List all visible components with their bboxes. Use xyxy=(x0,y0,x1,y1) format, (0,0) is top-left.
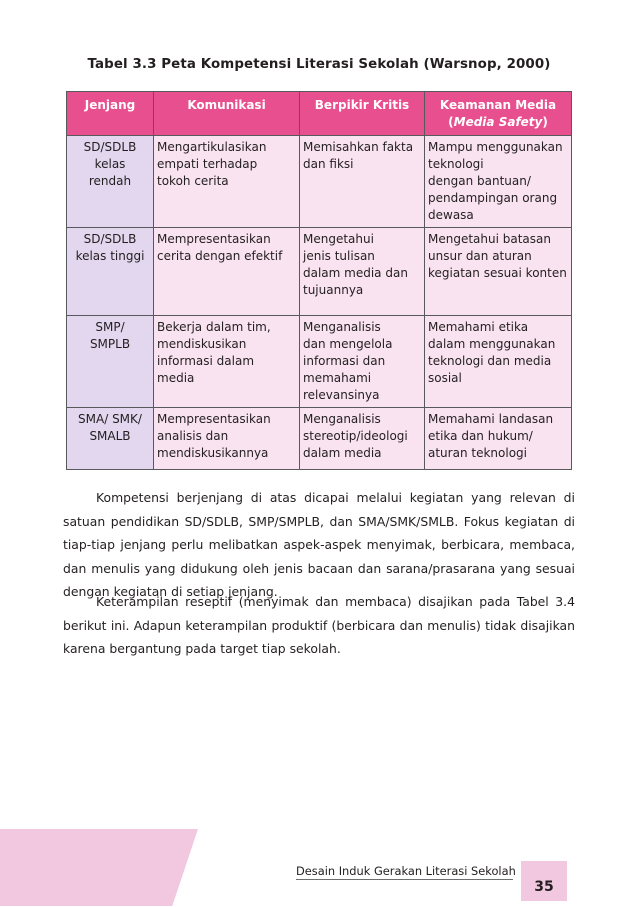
cell-line: Bekerja dalam tim, xyxy=(157,320,271,334)
cell-line: SD/SDLB xyxy=(83,232,137,246)
table-row xyxy=(67,228,572,316)
cell-line: Mengetahui xyxy=(303,232,374,246)
cell-line: SMP/ xyxy=(95,320,125,334)
cell-line: Mempresentasikan xyxy=(157,412,271,426)
paragraph-1 xyxy=(63,486,575,604)
cell-line: dan mengelola xyxy=(303,337,393,351)
header-jenjang: Jenjang xyxy=(67,92,154,136)
cell-line: dalam menggunakan xyxy=(428,337,556,351)
cell-komunikasi xyxy=(154,408,300,470)
cell-line: informasi dalam xyxy=(157,354,255,368)
cell-jenjang xyxy=(67,228,154,316)
cell-line: SD/SDLB xyxy=(83,140,137,154)
cell-line: tujuannya xyxy=(303,283,364,297)
cell-line: media xyxy=(157,371,195,385)
cell-line: relevansinya xyxy=(303,388,380,402)
page-number: 35 xyxy=(534,879,554,895)
paragraph-2 xyxy=(63,590,575,661)
paragraph-1-text: Kompetensi berjenjang di atas dicapai melalui kegiatan yang relevan di satuan pendidikan SD/SDLB, SMP/SMPLB, dan SMA/SMK/SMLB. Fokus kegiatan di tiap-tiap jenjang perlu melibatkan aspek-aspek menyimak, berbicara, membaca, dan menulis yang didukung oleh jenis bacaan dan sarana/prasarana yang sesuai dengan kegiatan di setiap jenjang. xyxy=(63,490,575,599)
cell-line: Memisahkan fakta xyxy=(303,140,414,154)
cell-berpikir-kritis xyxy=(300,316,425,408)
cell-line: dengan bantuan/ xyxy=(428,174,531,188)
cell-line: SMA/ SMK/ xyxy=(78,412,142,426)
cell-line: Memahami etika xyxy=(428,320,529,334)
cell-line: aturan teknologi xyxy=(428,446,527,460)
competency-table xyxy=(66,91,572,470)
footer-title: Desain Induk Gerakan Literasi Sekolah xyxy=(296,864,516,878)
cell-line: teknologi xyxy=(428,157,484,171)
cell-line: mendiskusikannya xyxy=(157,446,269,460)
cell-line: empati terhadap xyxy=(157,157,258,171)
cell-keamanan-media xyxy=(425,316,572,408)
cell-line: Mengartikulasikan xyxy=(157,140,267,154)
cell-line: analisis dan xyxy=(157,429,229,443)
cell-jenjang xyxy=(67,316,154,408)
cell-line: dan fiksi xyxy=(303,157,354,171)
cell-jenjang xyxy=(67,136,154,228)
cell-line: etika dan hukum/ xyxy=(428,429,533,443)
cell-line: dalam media xyxy=(303,446,382,460)
cell-komunikasi xyxy=(154,136,300,228)
cell-line: kegiatan sesuai konten xyxy=(428,266,567,280)
table-row xyxy=(67,136,572,228)
cell-line: tokoh cerita xyxy=(157,174,229,188)
cell-line: kelas xyxy=(94,157,126,171)
cell-line: Menganalisis xyxy=(303,320,381,334)
cell-berpikir-kritis xyxy=(300,228,425,316)
cell-line: Menganalisis xyxy=(303,412,381,426)
table-caption: Tabel 3.3 Peta Kompetensi Literasi Sekolah (Warsnop, 2000) xyxy=(87,57,551,72)
cell-komunikasi xyxy=(154,228,300,316)
page-number-box xyxy=(521,861,567,901)
cell-keamanan-media xyxy=(425,408,572,470)
table-header-row xyxy=(67,92,572,136)
cell-line: kelas tinggi xyxy=(75,249,145,263)
cell-line: jenis tulisan xyxy=(303,249,375,263)
cell-line: Mampu menggunakan xyxy=(428,140,563,154)
table-row xyxy=(67,316,572,408)
cell-line: SMALB xyxy=(89,429,131,443)
cell-line: dewasa xyxy=(428,208,474,222)
cell-jenjang xyxy=(67,408,154,470)
paragraph-2-text: Keterampilan reseptif (menyimak dan membaca) disajikan pada Tabel 3.4 berikut ini. Adapun keterampilan produktif (berbicara dan menulis) tidak disajikan karena bergantung pada target tiap sekolah. xyxy=(63,594,575,656)
footer-divider xyxy=(296,879,513,880)
cell-line: rendah xyxy=(88,174,132,188)
header-keamanan-media: Keamanan Media (Media Safety) xyxy=(425,92,572,136)
cell-line: Mempresentasikan xyxy=(157,232,271,246)
cell-line: Memahami landasan xyxy=(428,412,554,426)
header-keamanan-media-label: Keamanan Media xyxy=(439,98,557,112)
cell-keamanan-media xyxy=(425,136,572,228)
cell-berpikir-kritis xyxy=(300,136,425,228)
header-komunikasi: Komunikasi xyxy=(154,92,300,136)
cell-line: informasi dan xyxy=(303,354,386,368)
cell-line: mendiskusikan xyxy=(157,337,247,351)
cell-line: memahami xyxy=(303,371,372,385)
table-row xyxy=(67,408,572,470)
cell-line: pendampingan orang xyxy=(428,191,558,205)
header-berpikir-kritis: Berpikir Kritis xyxy=(300,92,425,136)
header-media-safety: Media Safety xyxy=(453,115,543,129)
cell-line: teknologi dan media xyxy=(428,354,552,368)
cell-line: sosial xyxy=(428,371,462,385)
cell-line: cerita dengan efektif xyxy=(157,249,283,263)
cell-line: Mengetahui batasan xyxy=(428,232,551,246)
footer-band xyxy=(0,829,198,906)
cell-line: stereotip/ideologi xyxy=(303,429,408,443)
cell-line: SMPLB xyxy=(89,337,131,351)
cell-line: unsur dan aturan xyxy=(428,249,532,263)
cell-keamanan-media xyxy=(425,228,572,316)
cell-komunikasi xyxy=(154,316,300,408)
cell-line: dalam media dan xyxy=(303,266,408,280)
cell-berpikir-kritis xyxy=(300,408,425,470)
